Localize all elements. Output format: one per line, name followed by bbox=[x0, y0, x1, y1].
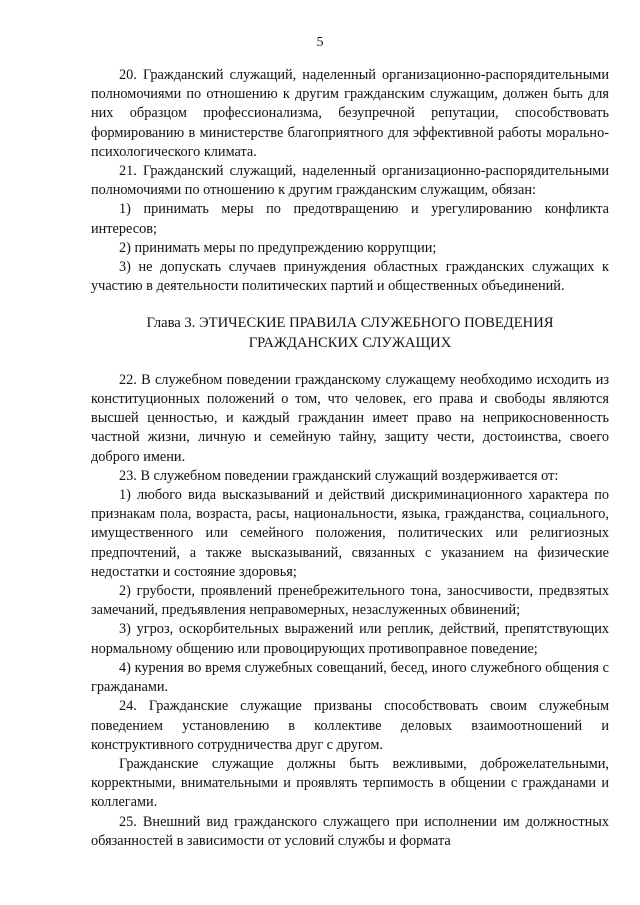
document-body bbox=[91, 66, 609, 851]
paragraph-21-item-2: 2) принимать меры по предупреждению коррупции; bbox=[119, 239, 437, 256]
paragraph-23-item-2: 2) грубости, проявлений пренебрежительного тона, заносчивости, предвзятых замечаний, предъявления неправомерных, незаслуженных обвинений; bbox=[91, 583, 609, 619]
paragraph-21: 21. Гражданский служащий, наделенный организационно-распорядительными полномочиями по отношению к другим гражданским служащим, обязан: bbox=[91, 163, 609, 199]
paragraph-23-item-4: 4) курения во время служебных совещаний, бесед, иного служебного общения с гражданами. bbox=[91, 659, 609, 696]
paragraph-23-item-3: 3) угроз, оскорбительных выражений или реплик, действий, препятствующих нормальному общению или провоцирующих противоправное поведение; bbox=[91, 621, 609, 657]
paragraph-24-continued: Гражданские служащие должны быть вежливыми, доброжелательными, корректными, внимательными и проявлять терпимость в общении с гражданами и коллегами. bbox=[91, 755, 609, 811]
page-number: 5 bbox=[316, 35, 324, 50]
chapter-title bbox=[91, 314, 609, 352]
paragraph-20: 20. Гражданский служащий, наделенный организационно-распорядительными полномочиями по отношению к другим гражданским служащим, должен быть для них образцом профессионализма, безупречной репутации, способствовать формированию в министерстве благоприятного для эффективной работы морально-психологического климата. bbox=[91, 67, 609, 160]
paragraph-22: 22. В служебном поведении гражданскому служащему необходимо исходить из конституционных положений о том, что человек, его права и свободы являются высшей ценностью, и каждый гражданин имеет право на неприкосновенность частной жизни, личную и семейную тайну, защиту чести, достоинства, своего доброго имени. bbox=[91, 371, 609, 465]
chapter-title-line-1: Глава 3. ЭТИЧЕСКИЕ ПРАВИЛА СЛУЖЕБНОГО ПОВЕДЕНИЯ bbox=[146, 315, 554, 332]
paragraph-23-item-1: 1) любого вида высказываний и действий дискриминационного характера по признакам пола, возраста, расы, национальности, языка, гражданства, социального, имущественного или семейного положения, политических или религиозных предпочтений, а также высказываний, связанных с указанием на физические недостатки и состояние здоровья; bbox=[91, 487, 609, 580]
paragraph-25: 25. Внешний вид гражданского служащего при исполнении им должностных обязанностей в зависимости от условий службы и формата bbox=[91, 813, 609, 849]
paragraph-21-item-3: 3) не допускать случаев принуждения областных гражданских служащих к участию в деятельности политических партий и общественных объединений. bbox=[91, 259, 609, 295]
paragraph-21-item-1: 1) принимать меры по предотвращению и урегулированию конфликта интересов; bbox=[91, 201, 609, 237]
paragraph-23: 23. В служебном поведении гражданский служащий воздерживается от: bbox=[119, 467, 559, 484]
chapter-title-line-2: ГРАЖДАНСКИХ СЛУЖАЩИХ bbox=[248, 334, 452, 351]
paragraph-24: 24. Гражданские служащие призваны способствовать своим служебным поведением установлению в коллективе деловых взаимоотношений и конструктивного сотрудничества друг с другом. bbox=[91, 698, 609, 753]
